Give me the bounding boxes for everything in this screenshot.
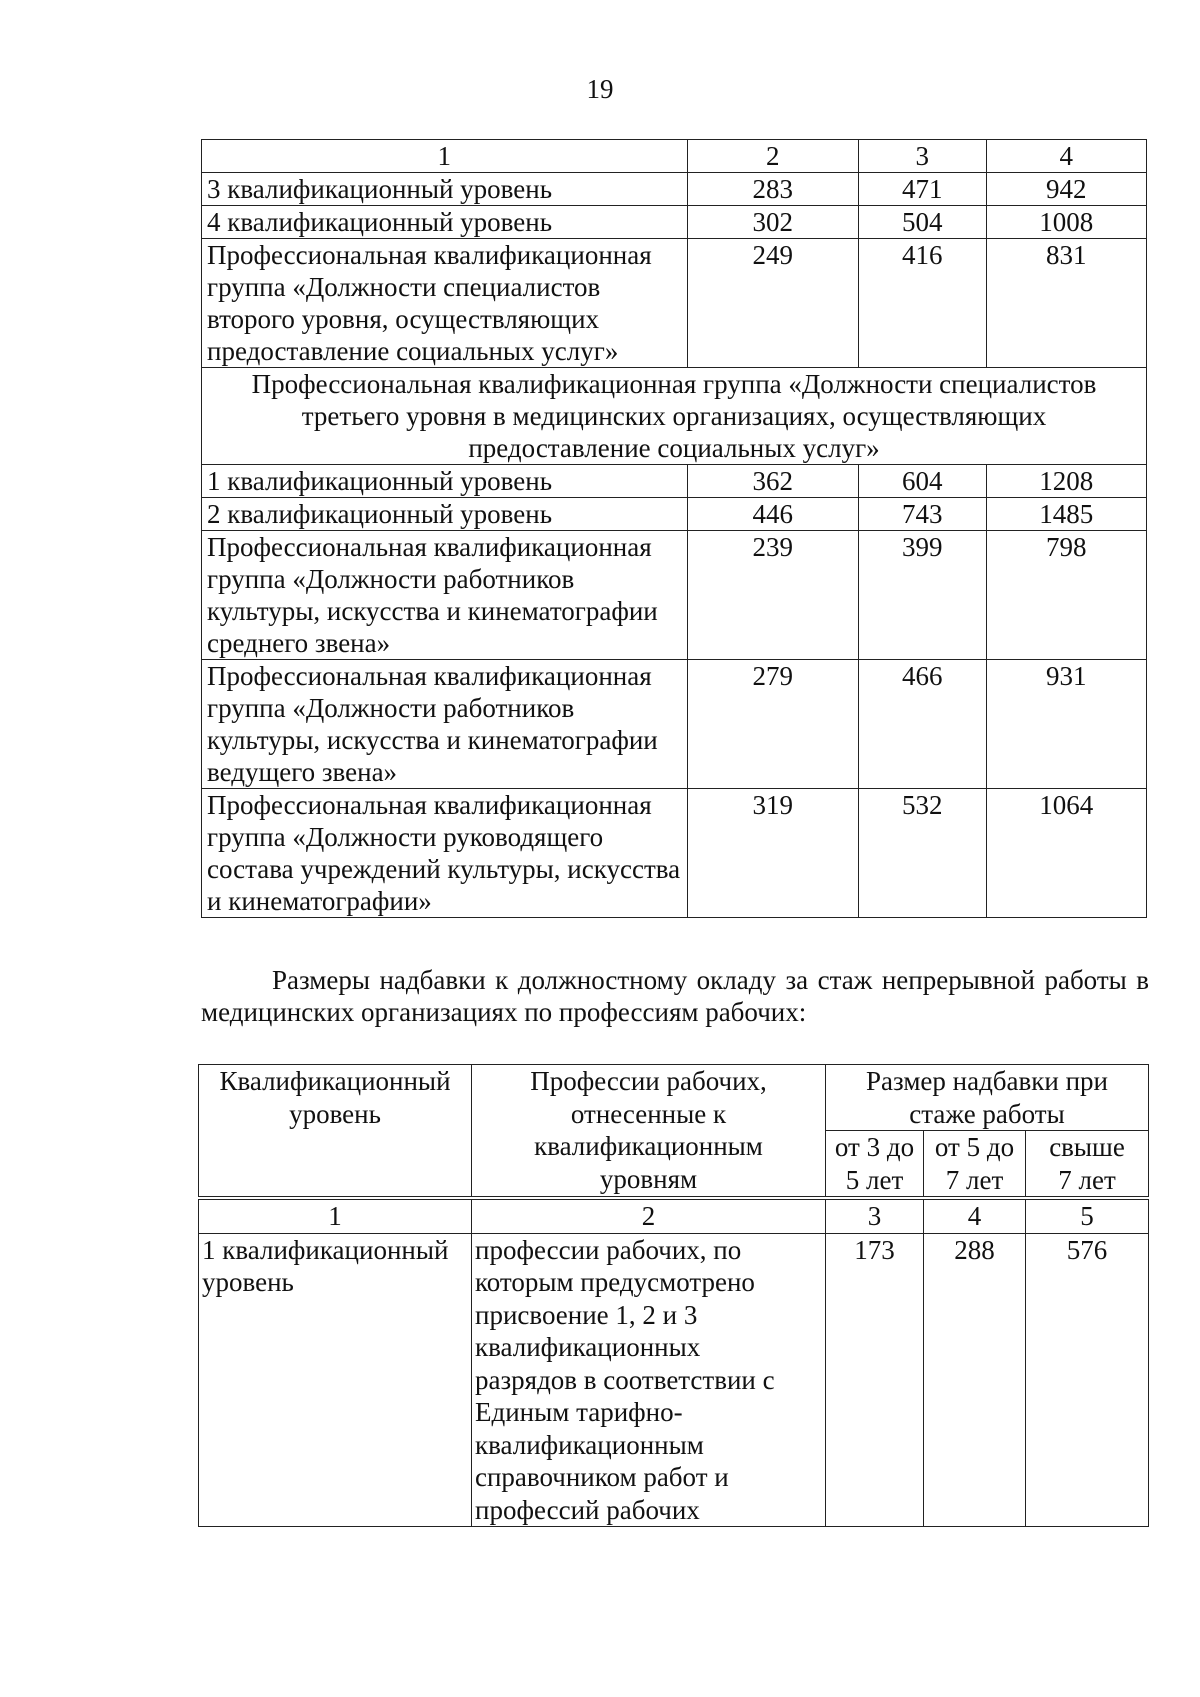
- head-period-5-7: от 5 до 7 лет: [924, 1131, 1026, 1199]
- table-row: [202, 239, 1147, 368]
- group-heading-row: [202, 368, 1147, 465]
- row-label: 1 квалификационный уровень: [202, 465, 688, 498]
- salary-table: [201, 139, 1147, 918]
- cell-value: 362: [687, 465, 858, 498]
- allowance-table: [198, 1064, 1149, 1527]
- table-header-row: [202, 140, 1147, 173]
- column-number: 3: [858, 140, 986, 173]
- cell-value: 831: [986, 239, 1146, 368]
- row-label: Профессиональная квалификационная группа «Должности специалистов второго уровня, осуществляющих предоставление социальных услуг»: [202, 239, 688, 368]
- row-label: 3 квалификационный уровень: [202, 173, 688, 206]
- column-number: 4: [986, 140, 1146, 173]
- cell-value: 399: [858, 531, 986, 660]
- table-row: [202, 789, 1147, 918]
- cell-value: 471: [858, 173, 986, 206]
- cell-value: 416: [858, 239, 986, 368]
- column-number: 2: [687, 140, 858, 173]
- table-row: [202, 660, 1147, 789]
- paragraph-text: Размеры надбавки к должностному окладу за стаж непрерывной работы в медицинских организациях по профессиям рабочих:: [201, 965, 1149, 1027]
- table-row: [199, 1233, 1149, 1527]
- cell-value: 302: [687, 206, 858, 239]
- cell-value: 743: [858, 498, 986, 531]
- cell-value: 319: [687, 789, 858, 918]
- cell-value: 1064: [986, 789, 1146, 918]
- cell-value: 446: [687, 498, 858, 531]
- row-label: 4 квалификационный уровень: [202, 206, 688, 239]
- column-number: 5: [1026, 1198, 1149, 1233]
- cell-value: 576: [1026, 1233, 1149, 1527]
- cell-value: 1008: [986, 206, 1146, 239]
- page-number: 19: [586, 74, 614, 104]
- cell-value: 239: [687, 531, 858, 660]
- cell-value: 249: [687, 239, 858, 368]
- column-number: 3: [826, 1198, 924, 1233]
- table-row: [202, 206, 1147, 239]
- table-head-row: [199, 1065, 1149, 1131]
- column-number: 4: [924, 1198, 1026, 1233]
- head-period-over-7: свыше 7 лет: [1026, 1131, 1149, 1199]
- column-number: 1: [199, 1198, 472, 1233]
- row-professions: профессии рабочих, по которым предусмотрено присвоение 1, 2 и 3 квалификационных разрядов в соответствии с Единым тарифно-квалификационным справочником работ и профессий рабочих: [472, 1233, 826, 1527]
- head-qualification-level: Квалификационный уровень: [199, 1065, 472, 1199]
- table-row: [202, 173, 1147, 206]
- group-heading: Профессиональная квалификационная группа «Должности специалистов третьего уровня в медицинских организациях, осуществляющих предоставление социальных услуг»: [202, 368, 1147, 465]
- cell-value: 283: [687, 173, 858, 206]
- cell-value: 504: [858, 206, 986, 239]
- row-label: Профессиональная квалификационная группа «Должности работников культуры, искусства и кинематографии ведущего звена»: [202, 660, 688, 789]
- cell-value: 466: [858, 660, 986, 789]
- column-number: 2: [472, 1198, 826, 1233]
- cell-value: 931: [986, 660, 1146, 789]
- table-row: [202, 531, 1147, 660]
- head-period-3-5: от 3 до 5 лет: [826, 1131, 924, 1199]
- body-paragraph: [201, 964, 1149, 1028]
- cell-value: 942: [986, 173, 1146, 206]
- table-row: [202, 465, 1147, 498]
- row-label: Профессиональная квалификационная группа «Должности руководящего состава учреждений культуры, искусства и кинематографии»: [202, 789, 688, 918]
- row-qualification-level: 1 квалификационный уровень: [199, 1233, 472, 1527]
- cell-value: 532: [858, 789, 986, 918]
- table-number-row: [199, 1198, 1149, 1233]
- cell-value: 1208: [986, 465, 1146, 498]
- column-number: 1: [202, 140, 688, 173]
- cell-value: 173: [826, 1233, 924, 1527]
- row-label: Профессиональная квалификационная группа «Должности работников культуры, искусства и кинематографии среднего звена»: [202, 531, 688, 660]
- cell-value: 1485: [986, 498, 1146, 531]
- cell-value: 279: [687, 660, 858, 789]
- head-professions: Профессии рабочих, отнесенные к квалификационным уровням: [472, 1065, 826, 1199]
- table-row: [202, 498, 1147, 531]
- cell-value: 604: [858, 465, 986, 498]
- row-label: 2 квалификационный уровень: [202, 498, 688, 531]
- head-allowance-group: Размер надбавки при стаже работы: [826, 1065, 1149, 1131]
- cell-value: 798: [986, 531, 1146, 660]
- cell-value: 288: [924, 1233, 1026, 1527]
